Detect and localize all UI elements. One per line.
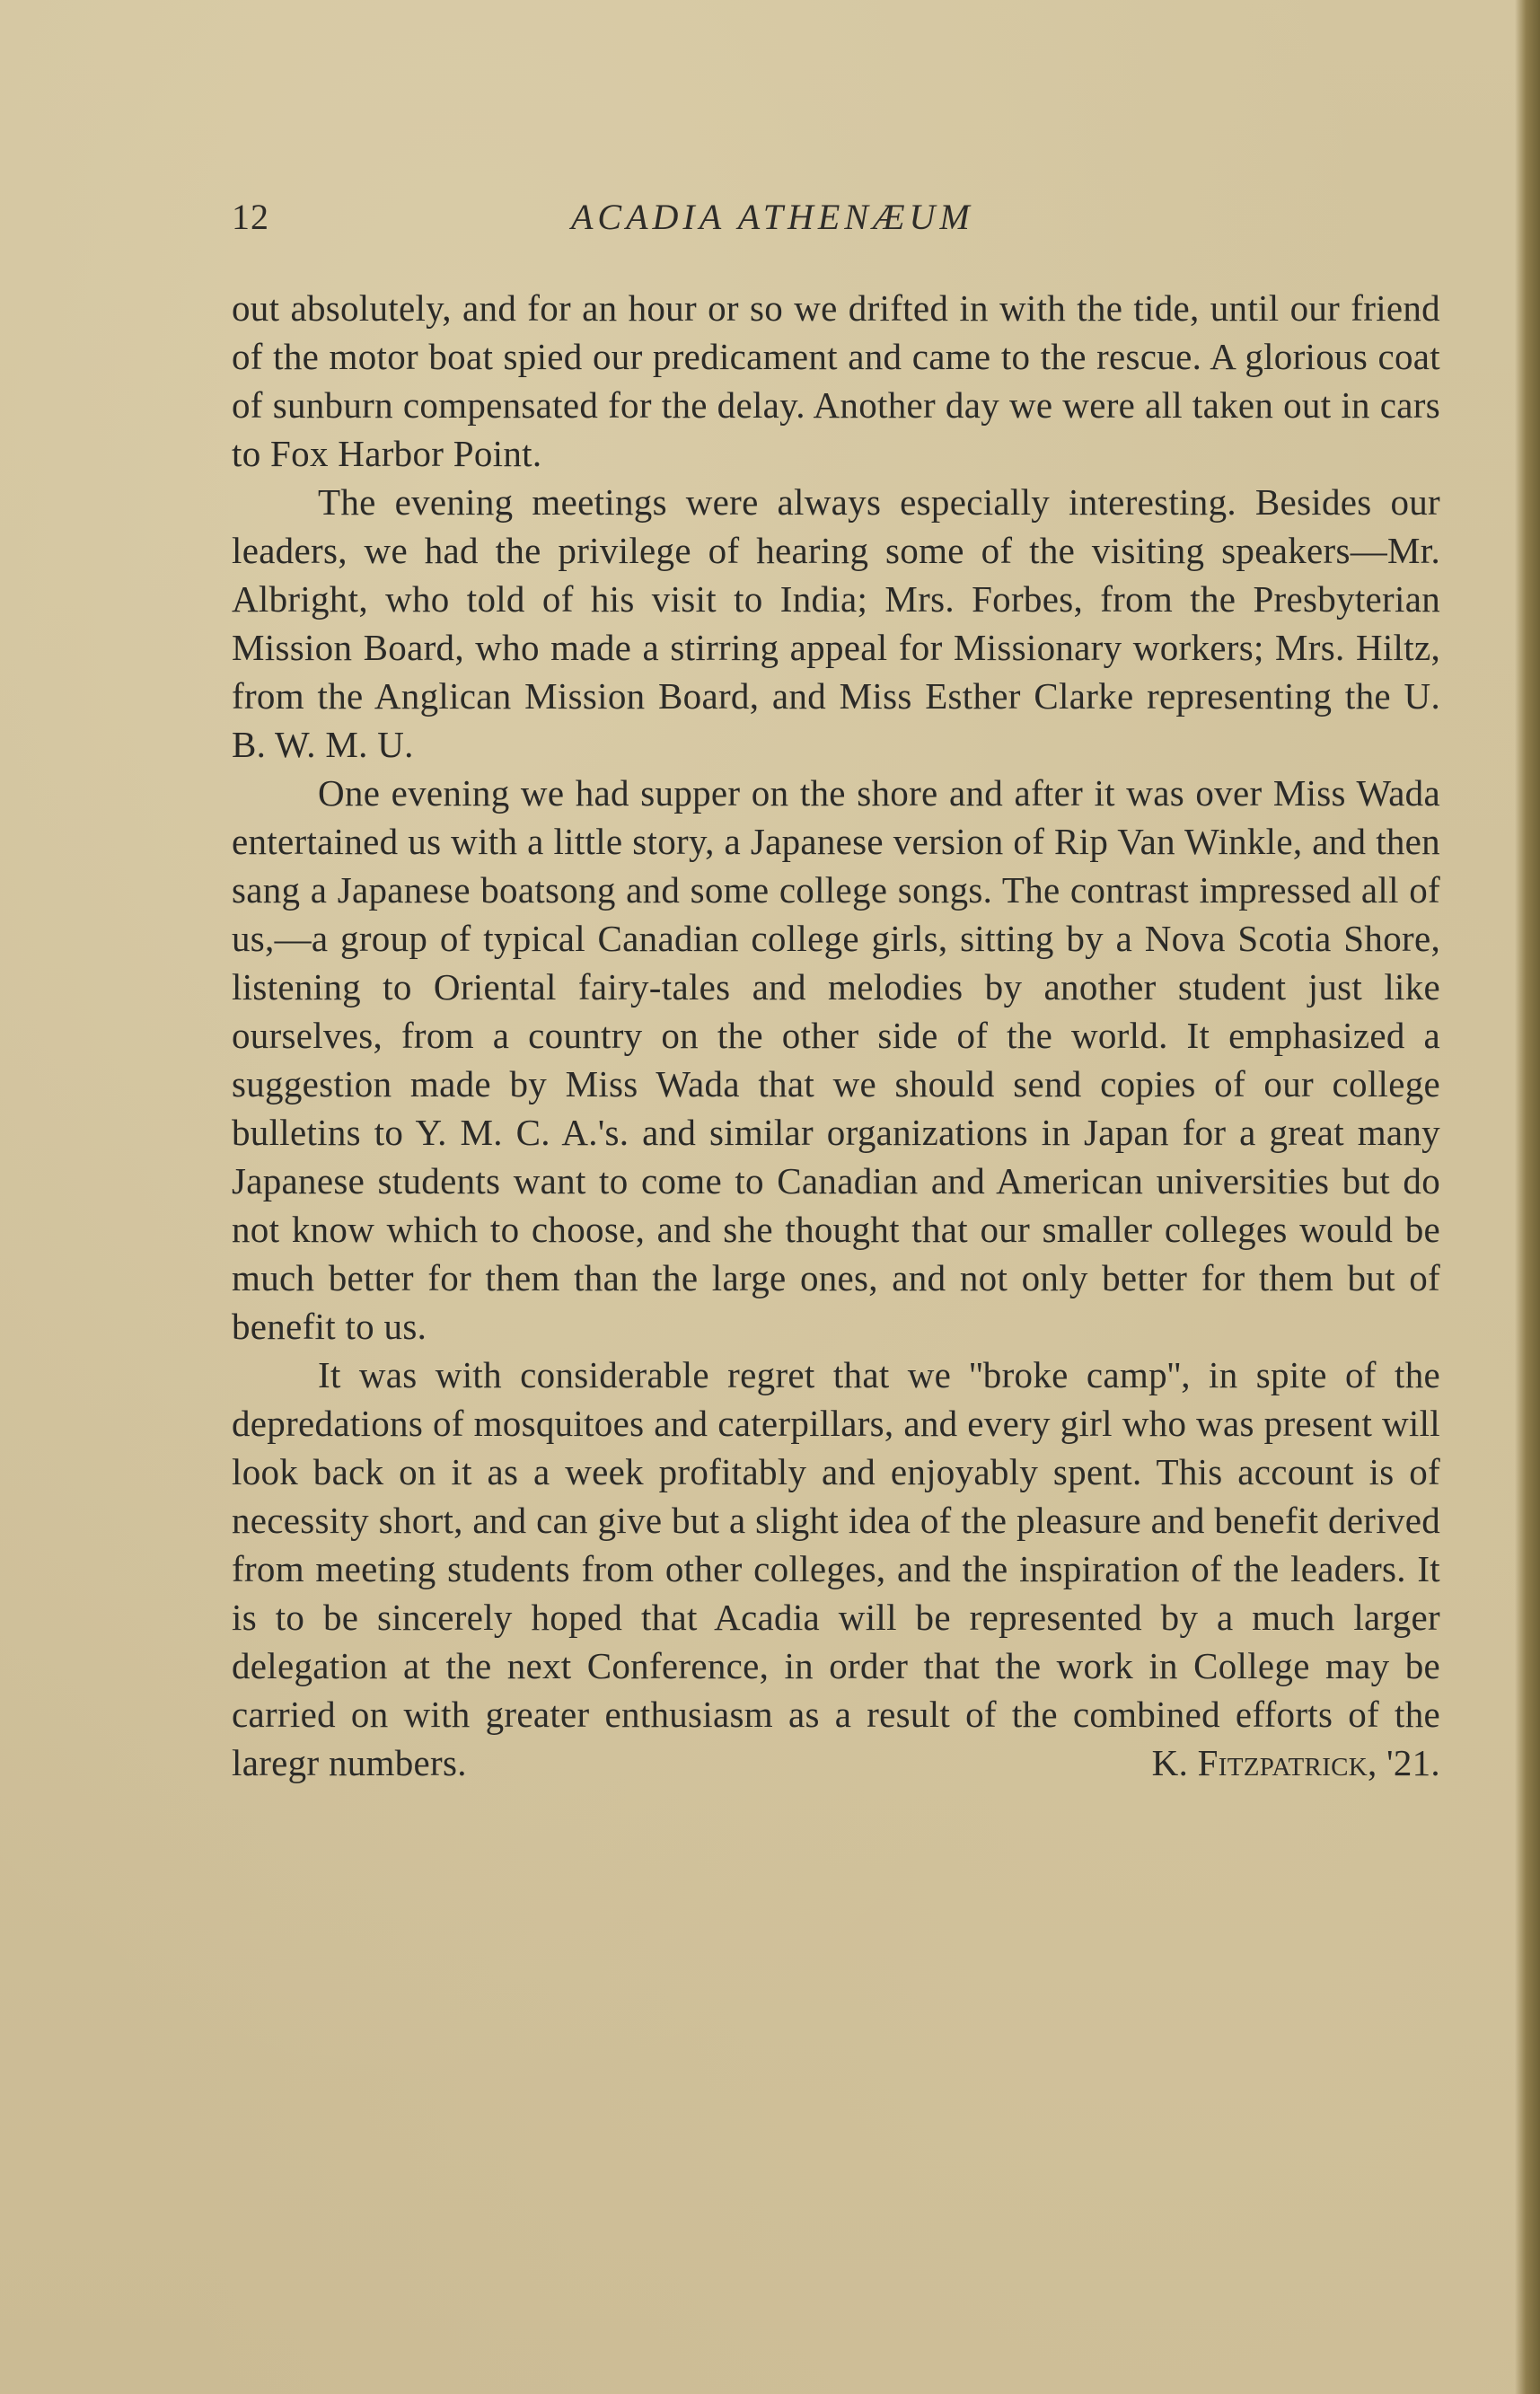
paragraph-4-text: It was with considerable regret that we ''broke camp'', in spite of the depredations of mosquitoes and caterpillars, and every girl who was present will look back on it as a week profitably and enjoyably spent. This account is of necessity short, and can give but a slight idea of the pleasure and benefit derived from meeting students from other colleges, and the inspiration of the leaders. It is to be sincerely hoped that Acadia will be represented by a much larger delegation at the next Conference, in order that the work in College may be carried on with greater enthusiasm as a result of the combined efforts of the laregr numbers. [232, 1354, 1440, 1783]
running-head: ACADIA ATHENÆUM [571, 197, 974, 237]
author-signature: K. Fitzpatrick, '21. [1151, 1742, 1440, 1783]
paragraph-2: The evening meetings were always especially interesting. Besides our leaders, we had the privilege of hearing some of the visiting speakers—Mr. Albright, who told of his visit to India; Mrs. Forbes, from the Presbyterian Mission Board, who made a stirring appeal for Missionary workers; Mrs. Hiltz, from the Anglican Mission Board, and Miss Esther Clarke representing the U. B. W. M. U. [232, 481, 1440, 765]
page-number: 12 [232, 197, 269, 237]
page-header [232, 196, 1130, 250]
article-body [232, 284, 1440, 1787]
paragraph-3: One evening we had supper on the shore and after it was over Miss Wada entertained us with a little story, a Japanese version of Rip Van Winkle, and then sang a Japanese boatsong and some college songs. The contrast impressed all of us,—a group of typical Canadian college girls, sitting by a Nova Scotia Shore, listening to Oriental fairy-tales and melodies by another student just like ourselves, from a country on the other side of the world. It emphasized a suggestion made by Miss Wada that we should send copies of our college bulletins to Y. M. C. A.'s. and similar organizations in Japan for a great many Japanese students want to come to Canadian and American universities but do not know which to choose, and she thought that our smaller colleges would be much better for them than the large ones, and not only better for them but of benefit to us. [232, 772, 1440, 1347]
paragraph-1: out absolutely, and for an hour or so we drifted in with the tide, until our friend of the motor boat spied our predicament and came to the rescue. A glorious coat of sunburn compensated for the delay. Another day we were all taken out in cars to Fox Harbor Point. [232, 287, 1440, 474]
paragraph-4 [232, 1351, 1440, 1787]
page-edge-shadow [1515, 0, 1540, 2394]
